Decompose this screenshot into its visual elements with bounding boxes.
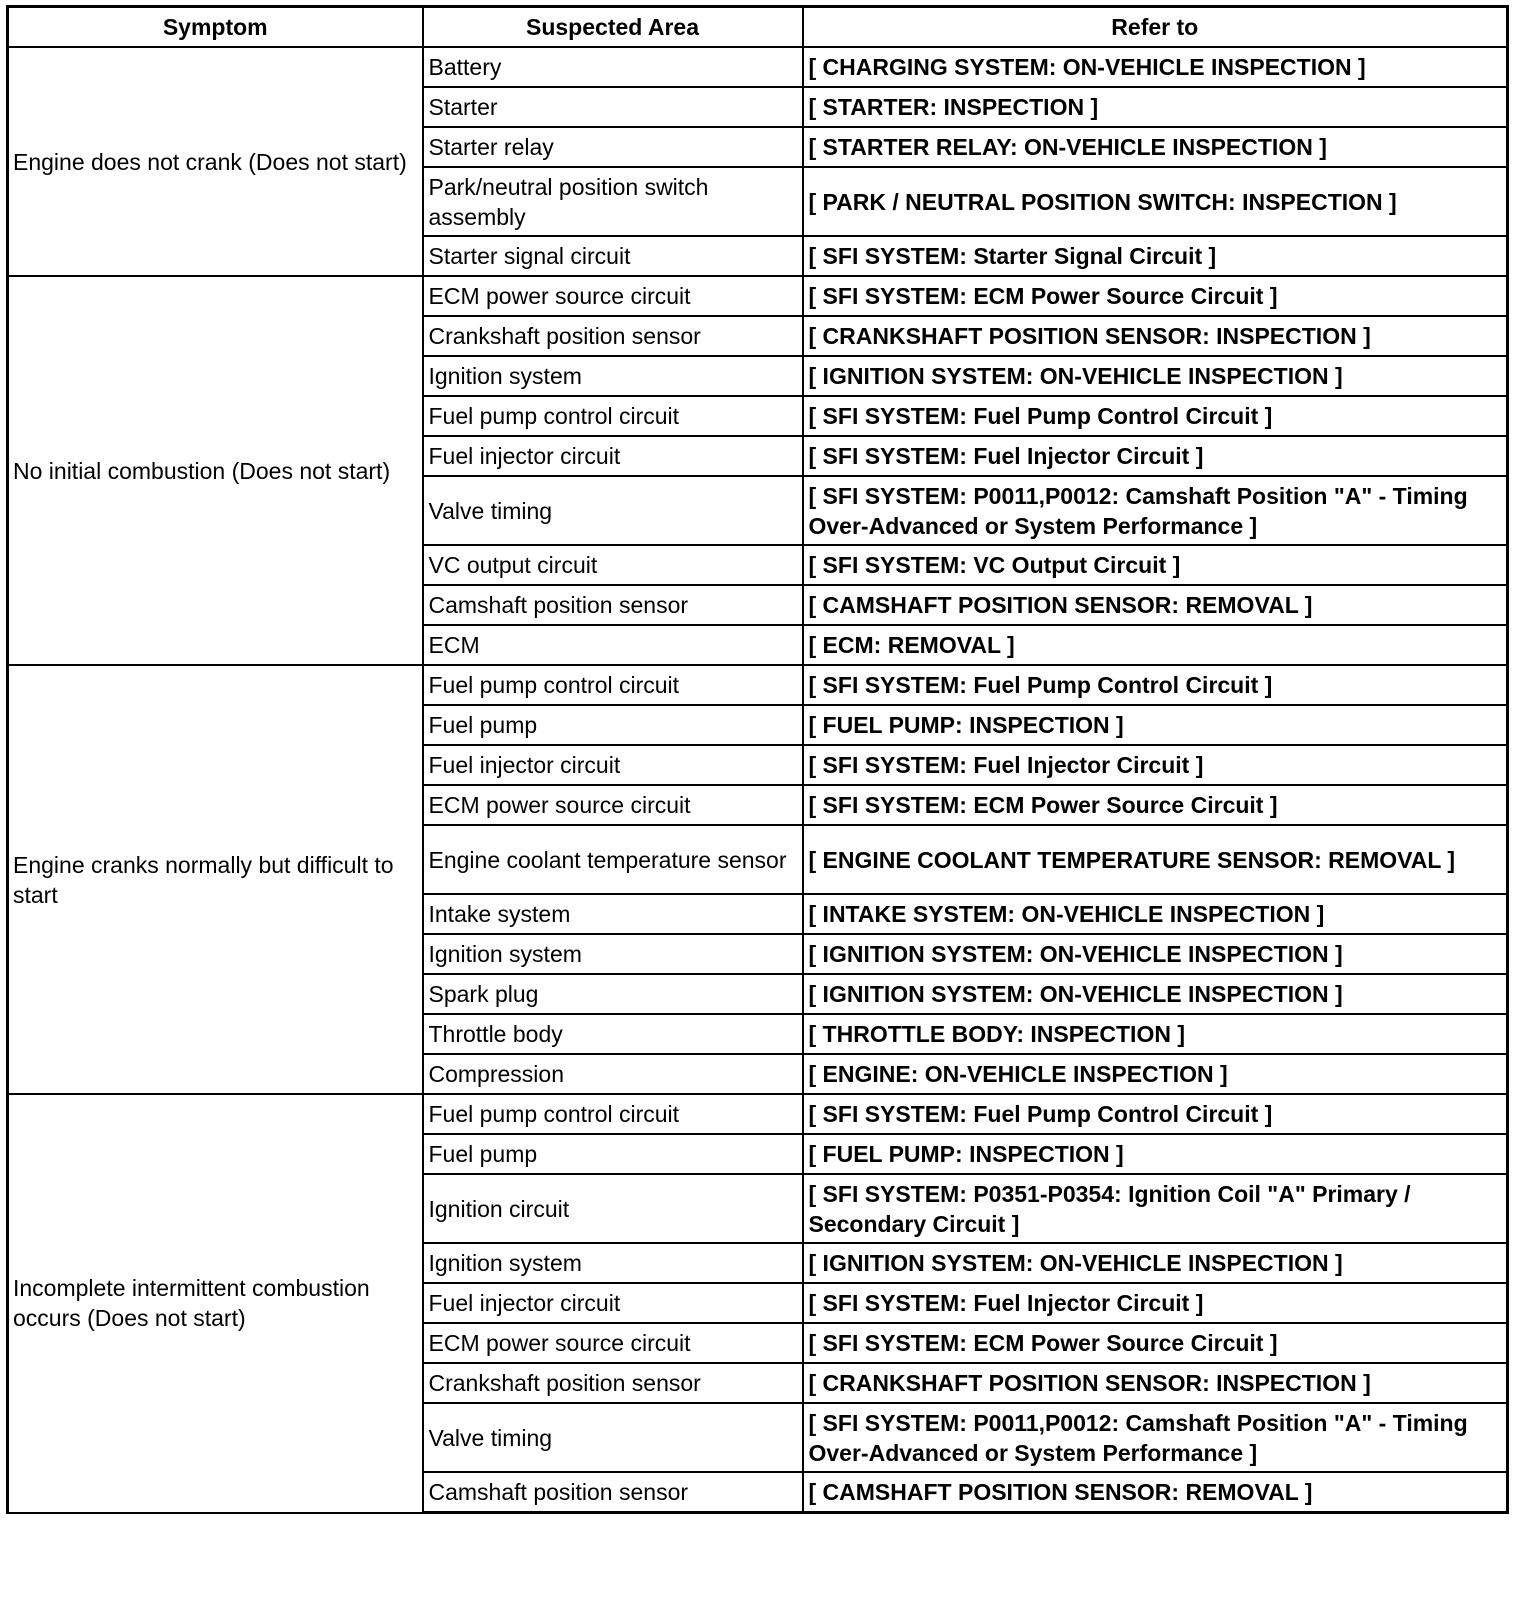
refer-to-cell: [ SFI SYSTEM: ECM Power Source Circuit ] [803,1323,1508,1363]
suspected-area-cell: ECM [423,625,803,665]
refer-to-cell: [ THROTTLE BODY: INSPECTION ] [803,1014,1508,1054]
suspected-area-cell: Fuel injector circuit [423,745,803,785]
refer-to-cell: [ SFI SYSTEM: P0011,P0012: Camshaft Position "A" - Timing Over-Advanced or System Performance ] [803,1403,1508,1472]
refer-to-cell: [ PARK / NEUTRAL POSITION SWITCH: INSPECTION ] [803,167,1508,236]
suspected-area-cell: Engine coolant temperature sensor [423,825,803,894]
suspected-area-cell: Intake system [423,894,803,934]
refer-to-cell: [ FUEL PUMP: INSPECTION ] [803,705,1508,745]
refer-to-cell: [ CAMSHAFT POSITION SENSOR: REMOVAL ] [803,585,1508,625]
table-row [8,665,1508,705]
header-suspected-area: Suspected Area [423,7,803,48]
suspected-area-cell: Fuel pump control circuit [423,1094,803,1134]
refer-to-cell: [ CAMSHAFT POSITION SENSOR: REMOVAL ] [803,1472,1508,1513]
refer-to-cell: [ SFI SYSTEM: Fuel Injector Circuit ] [803,745,1508,785]
header-refer-to: Refer to [803,7,1508,48]
troubleshooting-table [6,5,1509,1514]
suspected-area-cell: Ignition system [423,1243,803,1283]
refer-to-cell: [ SFI SYSTEM: Fuel Injector Circuit ] [803,1283,1508,1323]
suspected-area-cell: Fuel pump [423,705,803,745]
suspected-area-cell: Starter relay [423,127,803,167]
suspected-area-cell: Throttle body [423,1014,803,1054]
refer-to-cell: [ SFI SYSTEM: Fuel Pump Control Circuit ] [803,1094,1508,1134]
refer-to-cell: [ STARTER: INSPECTION ] [803,87,1508,127]
suspected-area-cell: Fuel injector circuit [423,436,803,476]
suspected-area-cell: Fuel pump control circuit [423,396,803,436]
suspected-area-cell: Valve timing [423,476,803,545]
suspected-area-cell: Battery [423,47,803,87]
header-symptom: Symptom [8,7,423,48]
refer-to-cell: [ ECM: REMOVAL ] [803,625,1508,665]
suspected-area-cell: Camshaft position sensor [423,585,803,625]
refer-to-cell: [ SFI SYSTEM: P0011,P0012: Camshaft Position "A" - Timing Over-Advanced or System Performance ] [803,476,1508,545]
refer-to-cell: [ SFI SYSTEM: ECM Power Source Circuit ] [803,785,1508,825]
symptom-cell: Engine does not crank (Does not start) [8,47,423,276]
table-body [8,47,1508,1513]
suspected-area-cell: ECM power source circuit [423,276,803,316]
suspected-area-cell: Fuel pump [423,1134,803,1174]
refer-to-cell: [ SFI SYSTEM: Fuel Pump Control Circuit ] [803,396,1508,436]
suspected-area-cell: Starter [423,87,803,127]
refer-to-cell: [ CRANKSHAFT POSITION SENSOR: INSPECTION ] [803,1363,1508,1403]
suspected-area-cell: Fuel pump control circuit [423,665,803,705]
table-header [8,7,1508,48]
suspected-area-cell: Fuel injector circuit [423,1283,803,1323]
suspected-area-cell: Ignition system [423,356,803,396]
refer-to-cell: [ SFI SYSTEM: P0351-P0354: Ignition Coil "A" Primary / Secondary Circuit ] [803,1174,1508,1243]
suspected-area-cell: ECM power source circuit [423,1323,803,1363]
refer-to-cell: [ SFI SYSTEM: Fuel Injector Circuit ] [803,436,1508,476]
refer-to-cell: [ STARTER RELAY: ON-VEHICLE INSPECTION ] [803,127,1508,167]
table-row [8,47,1508,87]
suspected-area-cell: Crankshaft position sensor [423,1363,803,1403]
suspected-area-cell: VC output circuit [423,545,803,585]
header-row [8,7,1508,48]
refer-to-cell: [ ENGINE COOLANT TEMPERATURE SENSOR: REMOVAL ] [803,825,1508,894]
refer-to-cell: [ IGNITION SYSTEM: ON-VEHICLE INSPECTION ] [803,934,1508,974]
refer-to-cell: [ IGNITION SYSTEM: ON-VEHICLE INSPECTION ] [803,356,1508,396]
suspected-area-cell: Ignition circuit [423,1174,803,1243]
suspected-area-cell: Spark plug [423,974,803,1014]
refer-to-cell: [ ENGINE: ON-VEHICLE INSPECTION ] [803,1054,1508,1094]
table-row [8,1094,1508,1134]
refer-to-cell: [ IGNITION SYSTEM: ON-VEHICLE INSPECTION ] [803,1243,1508,1283]
refer-to-cell: [ FUEL PUMP: INSPECTION ] [803,1134,1508,1174]
suspected-area-cell: Park/neutral position switch assembly [423,167,803,236]
symptom-cell: Incomplete intermittent combustion occurs (Does not start) [8,1094,423,1513]
suspected-area-cell: Starter signal circuit [423,236,803,276]
refer-to-cell: [ SFI SYSTEM: Starter Signal Circuit ] [803,236,1508,276]
suspected-area-cell: Compression [423,1054,803,1094]
refer-to-cell: [ SFI SYSTEM: Fuel Pump Control Circuit ] [803,665,1508,705]
suspected-area-cell: Ignition system [423,934,803,974]
symptom-cell: Engine cranks normally but difficult to start [8,665,423,1094]
suspected-area-cell: ECM power source circuit [423,785,803,825]
refer-to-cell: [ CHARGING SYSTEM: ON-VEHICLE INSPECTION ] [803,47,1508,87]
refer-to-cell: [ SFI SYSTEM: ECM Power Source Circuit ] [803,276,1508,316]
table-row [8,276,1508,316]
refer-to-cell: [ CRANKSHAFT POSITION SENSOR: INSPECTION ] [803,316,1508,356]
suspected-area-cell: Valve timing [423,1403,803,1472]
suspected-area-cell: Camshaft position sensor [423,1472,803,1513]
symptom-cell: No initial combustion (Does not start) [8,276,423,665]
suspected-area-cell: Crankshaft position sensor [423,316,803,356]
refer-to-cell: [ SFI SYSTEM: VC Output Circuit ] [803,545,1508,585]
refer-to-cell: [ IGNITION SYSTEM: ON-VEHICLE INSPECTION ] [803,974,1508,1014]
refer-to-cell: [ INTAKE SYSTEM: ON-VEHICLE INSPECTION ] [803,894,1508,934]
